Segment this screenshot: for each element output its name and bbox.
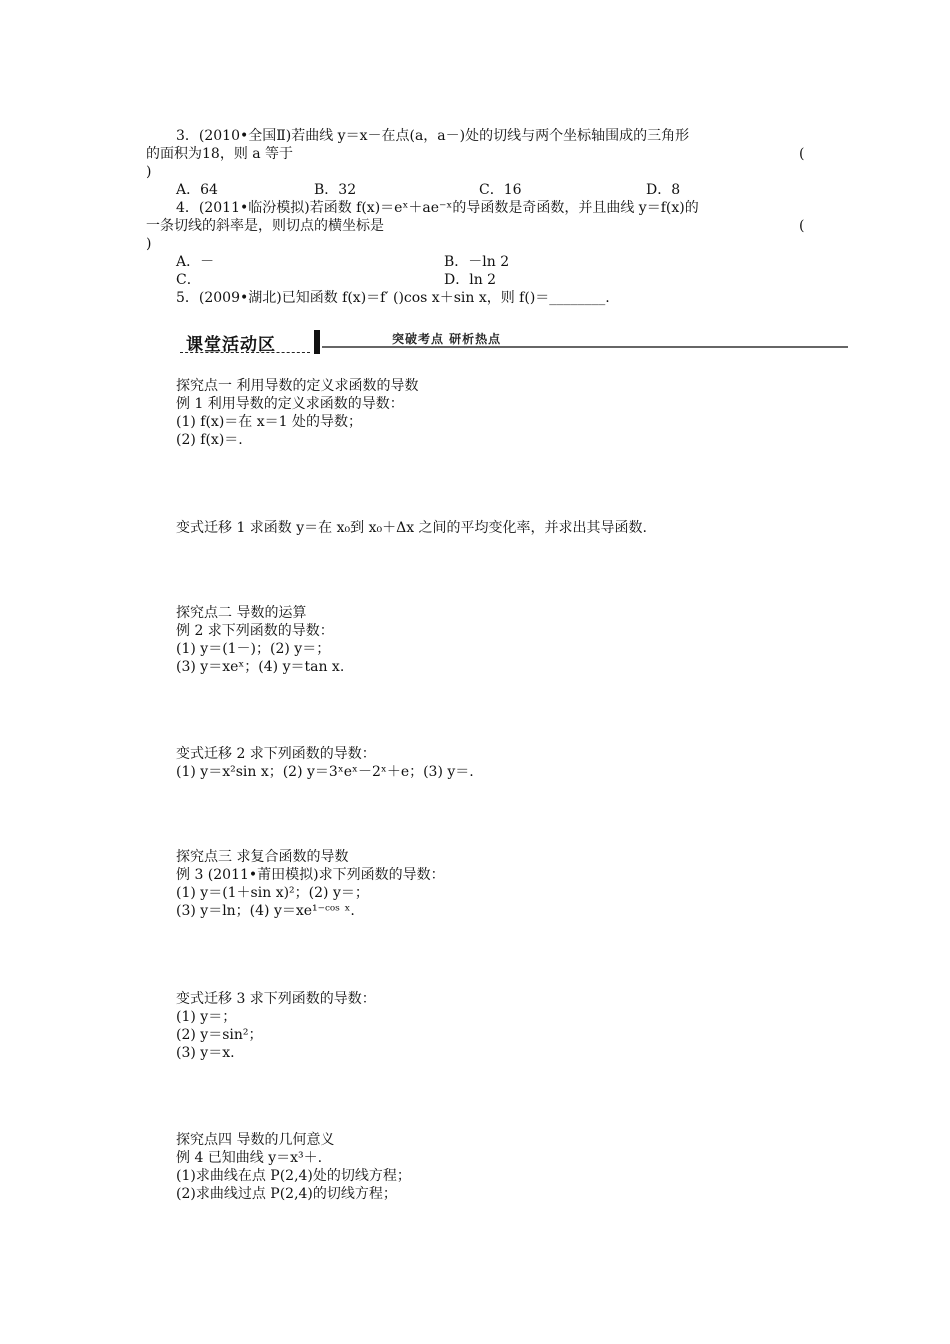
example-1-part-1: (1) f(x)＝在 x＝1 处的导数； [176, 414, 362, 430]
q3-line1: 3．(2010•全国Ⅱ)若曲线 y＝x－在点(a，a－)处的切线与两个坐标轴围成的三角形 [176, 128, 690, 144]
section-3-heading: 探究点三 求复合函数的导数 [176, 849, 349, 865]
q3-option-b: B．32 [314, 182, 357, 198]
q4-option-c: C． [176, 272, 201, 288]
variant-1-text: 变式迁移 1 求函数 y＝在 x₀到 x₀＋Δx 之间的平均变化率，并求出其导函数. [176, 520, 647, 536]
q3-paren-open: ( [799, 146, 805, 162]
q3-option-d: D．8 [646, 182, 681, 198]
q4-line1: 4．(2011•临汾模拟)若函数 f(x)＝eˣ＋ae⁻ˣ的导函数是奇函数，并且曲线 y＝f(x)的 [176, 200, 699, 216]
q4-line2: 一条切线的斜率是，则切点的横坐标是 [146, 218, 384, 234]
variant-3-part-2: (2) y＝sin²； [176, 1027, 263, 1043]
section-4-heading: 探究点四 导数的几何意义 [176, 1132, 335, 1148]
q3-option-c: C．16 [479, 182, 522, 198]
q4-paren-open: ( [799, 218, 805, 234]
q3-line2: 的面积为18，则 a 等于 [146, 146, 294, 162]
example-4-title: 例 4 已知曲线 y＝x³＋. [176, 1150, 323, 1166]
q4-option-d: D．ln 2 [444, 272, 497, 288]
example-1-title: 例 1 利用导数的定义求函数的导数： [176, 396, 404, 412]
q3-paren-close: ) [146, 164, 152, 180]
banner-title-underline [180, 352, 310, 353]
banner-separator-bar [314, 330, 320, 354]
section-1-heading: 探究点一 利用导数的定义求函数的导数 [176, 378, 419, 394]
q4-option-b: B．－ln 2 [444, 254, 510, 270]
example-1-part-2: (2) f(x)＝. [176, 432, 243, 448]
variant-2-title: 变式迁移 2 求下列函数的导数： [176, 746, 376, 762]
example-4-part-1: (1)求曲线在点 P(2,4)处的切线方程； [176, 1168, 411, 1184]
example-3-title: 例 3 (2011•莆田模拟)求下列函数的导数： [176, 867, 445, 883]
example-4-part-2: (2)求曲线过点 P(2,4)的切线方程； [176, 1186, 397, 1202]
q4-option-a: A．－ [176, 254, 215, 270]
example-3-part-2: (3) y＝ln；(4) y＝xe¹⁻ᶜᵒˢ ˣ. [176, 903, 355, 919]
variant-2-part-1: (1) y＝x²sin x；(2) y＝3ˣeˣ－2ˣ＋e；(3) y＝. [176, 764, 474, 780]
section-banner [180, 328, 848, 358]
example-2-title: 例 2 求下列函数的导数： [176, 623, 334, 639]
example-2-part-1: (1) y＝(1－)；(2) y＝； [176, 641, 331, 657]
banner-subtitle: 突破考点 研析热点 [392, 332, 502, 346]
example-2-part-2: (3) y＝xeˣ；(4) y＝tan x. [176, 659, 345, 675]
q3-option-a: A．64 [176, 182, 218, 198]
variant-3-title: 变式迁移 3 求下列函数的导数： [176, 991, 376, 1007]
q4-paren-close: ) [146, 236, 152, 252]
variant-3-part-1: (1) y＝； [176, 1009, 237, 1025]
example-3-part-1: (1) y＝(1＋sin x)²；(2) y＝； [176, 885, 369, 901]
section-2-heading: 探究点二 导数的运算 [176, 605, 307, 621]
q5-line1: 5．(2009•湖北)已知函数 f(x)＝f′ ()cos x＋sin x，则 f()＝________. [176, 290, 610, 306]
variant-3-part-3: (3) y＝x. [176, 1045, 235, 1061]
banner-title: 课堂活动区 [186, 335, 276, 355]
